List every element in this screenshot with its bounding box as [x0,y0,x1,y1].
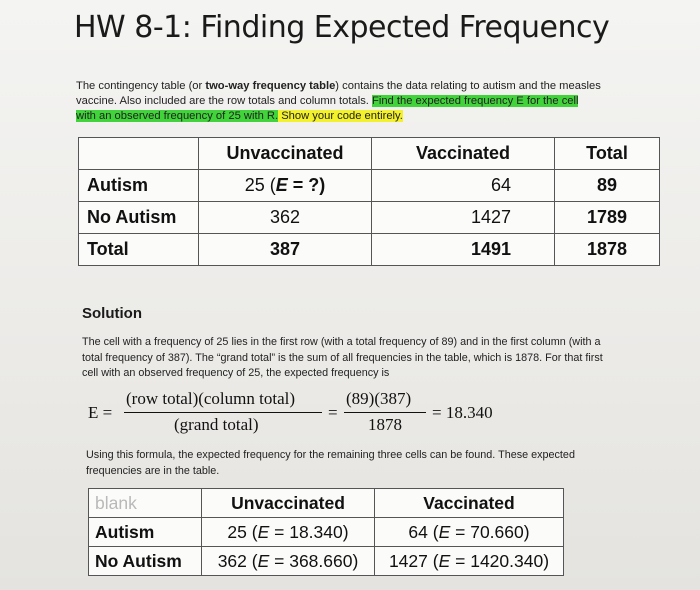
cell-value: = 368.660) [269,550,359,571]
row-label: No Autism [89,547,202,576]
table-cell [202,518,375,547]
highlighted-note: Show your code entirely. [278,110,403,122]
table-cell [375,518,564,547]
table-cell: 362 [199,202,372,234]
table-row [79,234,660,266]
header-cell-corner: blank [89,489,202,518]
table-cell-total: 387 [199,234,372,266]
solution-text: The cell with a frequency of 25 lies in the first row (with a total frequency of 89) and in the first column (with a total frequency of 387). The “grand total” is the sum of all frequencies in the table, which is 1878. For that first cell with an observed frequency of 25, the expected frequency is [82,336,603,379]
header-cell-unvaccinated: Unvaccinated [199,138,372,170]
formula-result: = 18.340 [432,403,493,422]
row-label: No Autism [79,202,199,234]
table-header-row [89,489,564,518]
row-label: Autism [89,518,202,547]
highlighted-instruction: Find the expected frequency E for the cell with an observed frequency of 25 with R. [76,95,579,122]
intro-text-1: The contingency table (or [76,80,206,92]
intro-text-2: ) contains the data relating to autism and the measles vaccine. Also included are the row totals and column totals. [76,80,601,107]
cell-value: 25 ( [244,175,276,195]
expected-frequency-table [88,488,564,576]
cell-value: 1427 ( [388,550,439,571]
table-cell [375,547,564,576]
table-cell [202,547,375,576]
solution-heading: Solution [82,305,142,322]
formula-numerator-1: (row total)(column total) [126,389,296,408]
table-row [89,547,564,576]
formula-denominator-2: 1878 [368,415,402,434]
page-title: HW 8-1: Finding Expected Frequency [74,10,610,45]
intro-bold-term: two-way frequency table [205,80,336,92]
formula-numerator-2: (89)(387) [346,389,412,408]
cell-variable: E [275,175,288,195]
header-cell-vaccinated: Vaccinated [372,138,555,170]
cell-value: = 1420.340) [450,550,550,571]
cell-variable: E [438,550,451,571]
row-label: Autism [79,170,199,202]
fraction-bar [124,412,322,413]
table-cell-grand-total: 1878 [555,234,660,266]
intro-paragraph [76,79,601,124]
cell-value: = 18.340) [269,521,349,542]
cell-value: 64 ( [408,521,439,542]
row-label: Total [79,234,199,266]
formula-lhs: E = [88,403,113,422]
table-cell-total: 89 [555,170,660,202]
table-header-row [79,138,660,170]
table-row [89,518,564,547]
contingency-table [78,137,660,266]
formula-equals: = [328,403,338,422]
remaining-text: Using this formula, the expected frequency for the remaining three cells can be found. These expected frequencies are in the table. [86,449,575,477]
cell-value: = ?) [287,175,326,195]
table-cell [199,170,372,202]
table-cell: 1427 [372,202,555,234]
table-cell: 64 [372,170,555,202]
table-row [79,202,660,234]
cell-variable: E [438,521,451,542]
header-cell-vaccinated: Vaccinated [375,489,564,518]
header-cell-corner [79,138,199,170]
table-row [79,170,660,202]
formula-denominator-1: (grand total) [174,415,259,434]
cell-value: 362 ( [217,550,258,571]
cell-variable: E [257,521,270,542]
header-cell-unvaccinated: Unvaccinated [202,489,375,518]
cell-value: 25 ( [227,521,258,542]
fraction-bar [344,412,426,413]
table-cell-total: 1491 [372,234,555,266]
cell-variable: E [257,550,270,571]
cell-value: = 70.660) [450,521,530,542]
table-cell-total: 1789 [555,202,660,234]
header-cell-total: Total [555,138,660,170]
